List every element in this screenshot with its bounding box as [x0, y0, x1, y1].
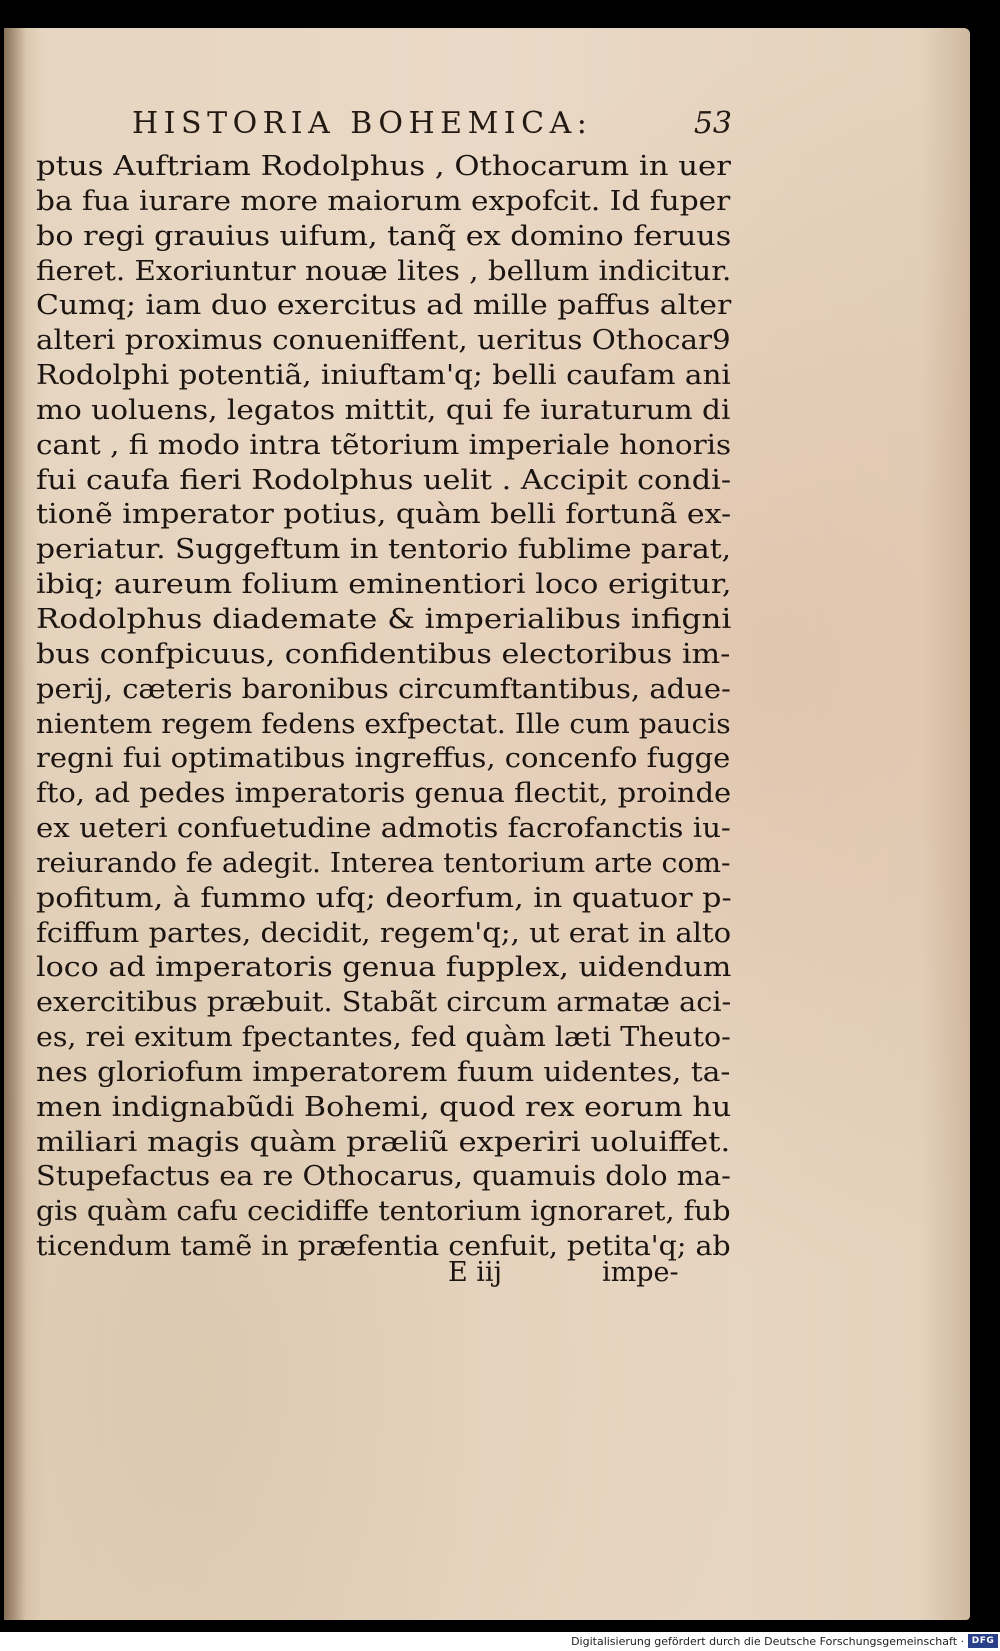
text-line: cant , fi modo intra tẽtorium imperiale honoris — [36, 429, 732, 461]
credit-bar — [0, 1632, 1000, 1651]
text-line: fto, ad pedes imperatoris genua flectit, proinde — [36, 778, 732, 810]
text-line: ex ueteri confuetudine admotis facrofanctis iu- — [36, 813, 731, 845]
dfg-logo-icon: DFG — [968, 1634, 998, 1648]
text-line: bo regi grauius uifum, tanq̃ ex domino feruus — [36, 220, 732, 252]
text-line: loco ad imperatoris genua fupplex, uidendum — [36, 952, 732, 984]
text-line: Cumq; iam duo exercitus ad mille paffus alter — [36, 290, 732, 322]
text-line: miliari magis quàm præliũ experiri uoluiffet. — [36, 1126, 731, 1158]
text-line: Stupefactus ea re Othocarus, quamuis dolo ma- — [36, 1161, 731, 1193]
text-line: reiurando fe adegit. Interea tentorium arte com- — [36, 847, 731, 879]
text-line: ticendum tamẽ in præfentia cenfuit, petita'q; ab — [36, 1231, 731, 1263]
text-line: periatur. Suggeftum in tentorio fublime parat, — [36, 534, 732, 566]
text-line: es, rei exitum fpectantes, fed quàm læti Theuto- — [36, 1022, 731, 1054]
signature-mark: E iij — [448, 1257, 502, 1288]
text-line: exercitibus præbuit. Stabãt circum armatæ aci- — [36, 987, 732, 1019]
text-line: ptus Auftriam Rodolphus , Othocarum in uer — [36, 151, 731, 182]
gutter-shadow — [4, 28, 26, 1620]
text-line: men indignabũdi Bohemi, quod rex eorum hu — [36, 1091, 732, 1123]
text-line: ba fua iurare more maiorum expofcit. Id fuper — [36, 185, 731, 217]
running-head-title: HISTORIA BOHEMICA: — [132, 106, 593, 141]
text-line: ibiq; aureum folium eminentiori loco erigitur, — [36, 569, 732, 601]
catchword: impe- — [602, 1257, 679, 1288]
text-line: fui caufa fieri Rodolphus uelit . Accipit condi- — [36, 464, 732, 496]
text-line: mo uoluens, legatos mittit, qui fe iuraturum di — [36, 394, 731, 426]
page-footer — [36, 1256, 731, 1290]
text-line: fciffum partes, decidit, regem'q;, ut erat in alto — [36, 917, 732, 949]
text-line: tionẽ imperator potius, quàm belli fortunã ex- — [36, 499, 732, 531]
text-line: alteri proximus conueniffent, ueritus Othocar9 — [36, 325, 731, 357]
text-line: fieret. Exoriuntur nouæ lites , bellum indicitur. — [36, 255, 732, 287]
text-line: bus confpicuus, confidentibus electoribus im- — [36, 638, 731, 670]
text-line: pofitum, à fummo ufq; deorfum, in quatuor p- — [36, 882, 732, 914]
text-line: gis quàm cafu cecidiffe tentorium ignoraret, fub — [36, 1196, 731, 1228]
page-number: 53 — [693, 106, 732, 141]
text-line: nes gloriofum imperatorem fuum uidentes, ta- — [36, 1056, 731, 1088]
text-line: regni fui optimatibus ingreffus, concenfo fugge — [36, 743, 731, 775]
running-head — [132, 104, 732, 144]
funding-credit: Digitalisierung gefördert durch die Deutsche Forschungsgemeinschaft · — [571, 1635, 964, 1648]
text-line: nientem regem fedens exfpectat. Ille cum paucis — [36, 708, 731, 740]
text-line: perij, cæteris baronibus circumftantibus, adue- — [36, 673, 731, 705]
body-text — [36, 150, 731, 1265]
text-line: Rodolphus diademate & imperialibus infigni — [36, 603, 732, 635]
book-page — [4, 28, 970, 1620]
text-line: Rodolphi potentiã, iniuftam'q; belli caufam ani — [36, 360, 731, 392]
